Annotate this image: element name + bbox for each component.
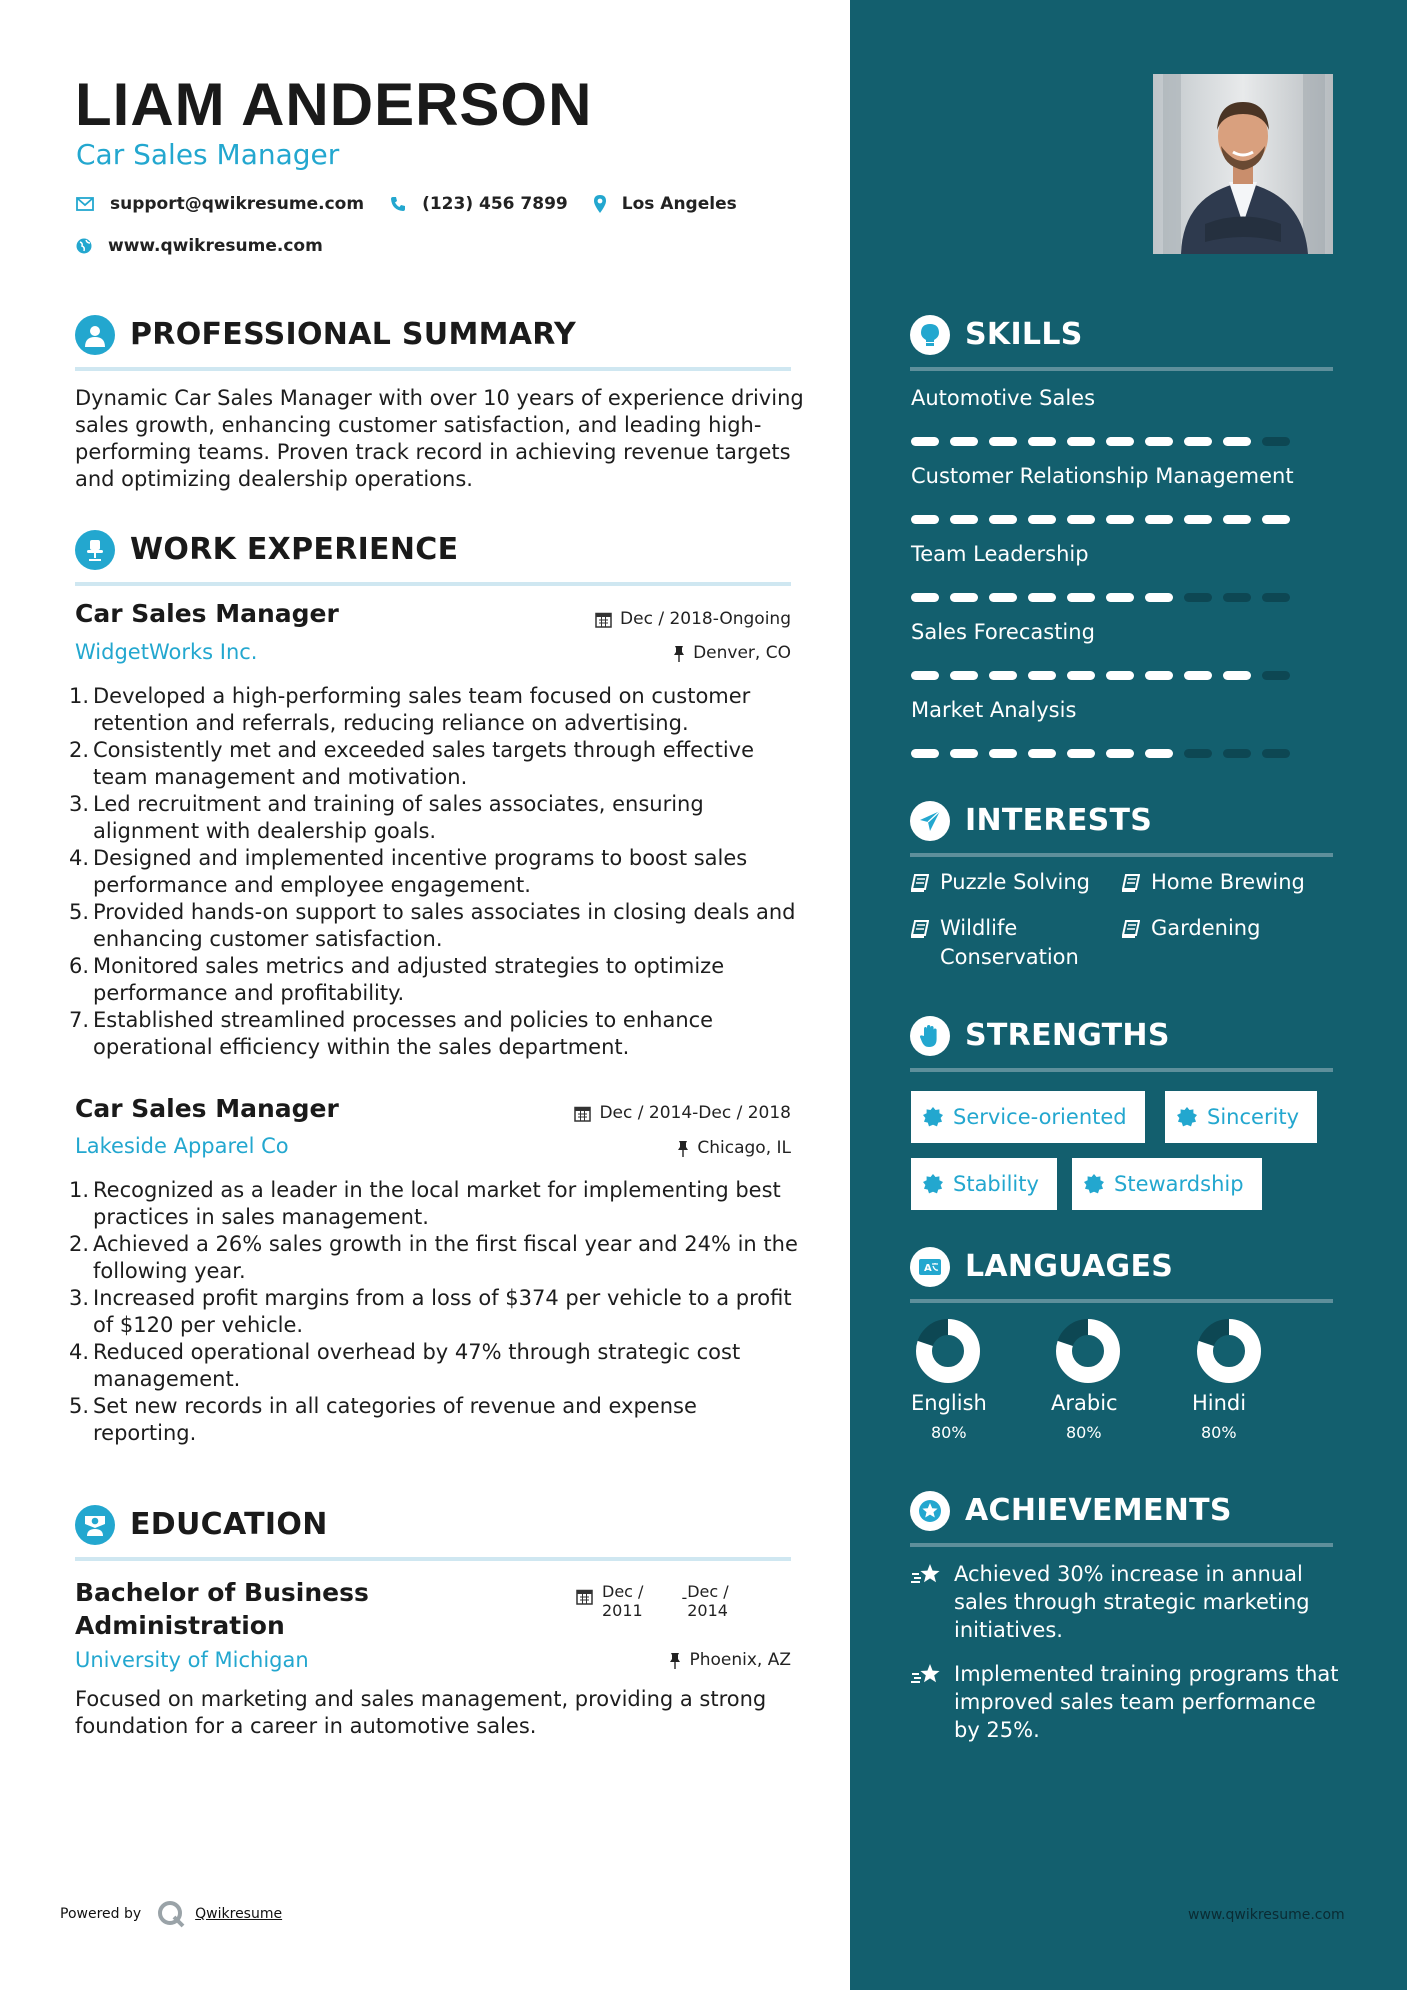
skill-dash-empty xyxy=(1262,437,1290,446)
strengths-section-header xyxy=(910,1016,1333,1072)
calendar-icon xyxy=(595,611,612,628)
skill-dash-filled xyxy=(1067,671,1095,680)
skill-dash-filled xyxy=(1028,515,1056,524)
user-icon xyxy=(75,315,115,355)
skill-dash-filled xyxy=(911,437,939,446)
skill-dash-filled xyxy=(1106,593,1134,602)
achievements-section-header xyxy=(910,1491,1333,1547)
strength-chip: Sincerity xyxy=(1165,1091,1317,1143)
phone-icon xyxy=(390,196,406,212)
experience-section-header xyxy=(75,530,791,586)
contact-row xyxy=(76,194,763,214)
skill-dash-filled xyxy=(950,671,978,680)
interests-title: INTERESTS xyxy=(965,803,1153,838)
list-item: 4. Reduced operational overhead by 47% through strategic cost management. xyxy=(68,1340,741,1391)
office-chair-icon xyxy=(75,530,115,570)
skill-dash-filled xyxy=(1106,671,1134,680)
start-date: Dec / 2011 xyxy=(602,1582,644,1620)
interest-item: Home Brewing xyxy=(1122,868,1305,897)
calendar-icon xyxy=(574,1105,591,1122)
raised-hand-icon xyxy=(910,1016,950,1056)
education-section-header xyxy=(75,1505,791,1561)
end-date: Dec / 2014 xyxy=(687,1582,729,1620)
job-dates: Dec / 2014-Dec / 2018 xyxy=(574,1103,791,1123)
list-item: 4. Designed and implemented incentive programs to boost sales performance and employee engagement. xyxy=(68,846,748,897)
badge-icon xyxy=(923,1174,943,1194)
qwikresume-logo-icon xyxy=(155,1898,187,1930)
skill-dash-filled xyxy=(1106,515,1134,524)
skill-dash-filled xyxy=(1028,593,1056,602)
skill-dash-filled xyxy=(911,593,939,602)
job-dates: Dec / 2018-Ongoing xyxy=(595,609,791,629)
lightbulb-icon xyxy=(910,315,950,355)
skill-dash-filled xyxy=(1184,515,1212,524)
badge-icon xyxy=(1084,1174,1104,1194)
skill-dash-filled xyxy=(1145,749,1173,758)
skill-dash-filled xyxy=(911,671,939,680)
contact-website[interactable] xyxy=(76,236,323,256)
skill-dash-filled xyxy=(989,593,1017,602)
translate-icon xyxy=(910,1247,950,1287)
achievement-item: Implemented training programs that improved sales team performance by 25%. xyxy=(910,1660,1340,1744)
skill-dash-filled xyxy=(950,749,978,758)
list-item: 1. Recognized as a leader in the local market for implementing best practices in sales management. xyxy=(68,1178,781,1229)
list-item: 1. Developed a high-performing sales team focused on customer retention and referrals, reducing reliance on advertising. xyxy=(68,684,751,735)
envelope-icon xyxy=(76,197,94,211)
book-icon xyxy=(911,874,929,892)
job-title: Car Sales Manager xyxy=(75,1094,339,1123)
pushpin-icon xyxy=(677,1140,689,1157)
date-separator: - xyxy=(681,1588,688,1607)
badge-icon xyxy=(923,1107,943,1127)
book-icon xyxy=(911,920,929,938)
job-location: Denver, CO xyxy=(673,643,791,663)
strength-chip: Stability xyxy=(911,1158,1057,1210)
language-donut xyxy=(1055,1318,1121,1384)
svg-text:A: A xyxy=(924,1263,932,1274)
skill-dash-filled xyxy=(989,437,1017,446)
location-text: Los Angeles xyxy=(621,194,737,214)
contact-location xyxy=(594,194,737,214)
skill-dash-empty xyxy=(1184,593,1212,602)
skill-dash-empty xyxy=(1262,749,1290,758)
shooting-star-icon xyxy=(910,1662,942,1688)
skill-dash-filled xyxy=(1067,593,1095,602)
skill-dash-empty xyxy=(1223,749,1251,758)
calendar-icon xyxy=(576,1588,593,1605)
list-item: 2. Consistently met and exceeded sales targets through effective team management and motivation. xyxy=(68,738,754,789)
interest-item: Puzzle Solving xyxy=(911,868,1090,897)
skill-dash-filled xyxy=(911,515,939,524)
skill-dash-filled xyxy=(1145,515,1173,524)
map-pin-icon xyxy=(594,195,606,213)
shooting-star-icon xyxy=(910,1562,942,1588)
globe-icon xyxy=(76,238,92,254)
skill-dash-empty xyxy=(1223,593,1251,602)
skill-dash-filled xyxy=(1067,437,1095,446)
skill-dash-filled xyxy=(1028,749,1056,758)
resume-page: LIAM ANDERSON Car Sales Manager support@qwikresume.com (123) 456 7899 Los Angeles www.qwikresume.com PROFESSIONAL SUMMARY Dynamic Car Sales Manager with over 10 years of experience driving sales growth, enhancing customer satisfaction, and leading high-performing teams. Proven track record in achieving revenue targets and optimizing dealership operations. WORK EXPERIENCE Car Sales Manager Dec / 2018-Ongoing WidgetWorks Inc. Denver, CO 1. Developed a high-performing sales team focused on customer retention and referrals, reducing reliance on advertising. 2. Consistently met and exceeded sales targets through effective team management and motivation. 3. Led recruitment and training of sales associates, ensuring alignment with dealership goals. 4. Designed and implemented incentive programs to boost sales performance and employee engagement. 5. Provided hands-on support to sales associates in closing deals and enhancing customer satisfaction. 6. Monitored sales metrics and adjusted strategies to optimize performance and profitability. 7. Established streamlined processes and policies to enhance operational efficiency within the sales department. Car Sales Manager Dec / 2014-Dec / 2018 Lakeside Apparel Co Chicago, IL 1. Recognized as a leader in the local market for implementing best practices in sales management. 2. Achieved a 26% sales growth in the first fiscal year and 24% in the following year. 3. Increased profit margins from a loss of $374 per vehicle to a profit of $120 per vehicle. 4. Reduced operational overhead by 47% through strategic cost management. 5. Set new records in all categories of revenue and expense reporting. EDUCATION Bachelor of Business Administration Dec / 2011 - Dec / 2014 University of Michigan Phoenix, AZ Focused on marketing and sales management, providing a strong foundation for a career in automotive sales. Powered by Qwikresume SKILLS Automotive Sales Customer Relationship Management Team Leadership Sales Forecasting Market Analysis INTERESTS Puzzle Solving Home Brewing Wildlife Conservation Gardening STRENGTHS Service-oriented Sincerity Stability Stewardship A LANGUAGES English 80% Arabic 80% Hindi 80% ACHIEVEMENTS Achieved 30% increase in annual sales through strategic marketing initiatives. Implemented training programs that improved sales team performance by 25%. www.qwikresume.com xyxy=(0,0,1407,1990)
skill-dash-filled xyxy=(1028,437,1056,446)
skill-dash-filled xyxy=(1067,515,1095,524)
email-text: support@qwikresume.com xyxy=(110,194,365,214)
skill-dash-filled xyxy=(1067,749,1095,758)
powered-by-label: Powered by xyxy=(60,1906,142,1922)
summary-title: PROFESSIONAL SUMMARY xyxy=(130,317,577,352)
book-icon xyxy=(1122,874,1140,892)
skill-level-bar xyxy=(911,437,1301,446)
skill-dash-filled xyxy=(989,749,1017,758)
skill-dash-empty xyxy=(1262,593,1290,602)
list-item: 5. Provided hands-on support to sales associates in closing deals and enhancing customer satisfaction. xyxy=(68,900,796,951)
degree-title: Bachelor of Business Administration xyxy=(75,1578,369,1640)
contact-row-website xyxy=(76,236,349,256)
skill-dash-filled xyxy=(1106,437,1134,446)
paper-plane-icon xyxy=(910,801,950,841)
graduate-icon xyxy=(75,1505,115,1545)
skill-dash-filled xyxy=(1262,515,1290,524)
phone-text: (123) 456 7899 xyxy=(422,194,568,214)
skill-dash-filled xyxy=(989,671,1017,680)
star-badge-icon xyxy=(910,1491,950,1531)
job-bullets xyxy=(66,683,806,1061)
interest-item: Wildlife Conservation xyxy=(911,914,1091,972)
job-location: Chicago, IL xyxy=(677,1138,791,1158)
powered-by xyxy=(60,1898,282,1930)
contact-email[interactable] xyxy=(76,194,364,214)
footer-website[interactable]: www.qwikresume.com xyxy=(1188,1907,1345,1923)
education-dates xyxy=(576,1582,729,1620)
candidate-role: Car Sales Manager xyxy=(76,138,340,171)
skill-dash-filled xyxy=(950,593,978,602)
website-text: www.qwikresume.com xyxy=(108,236,323,256)
strengths-title: STRENGTHS xyxy=(965,1018,1170,1053)
list-item: 5. Set new records in all categories of revenue and expense reporting. xyxy=(68,1394,697,1445)
book-icon xyxy=(1122,920,1140,938)
summary-section-header xyxy=(75,315,791,371)
list-item: 2. Achieved a 26% sales growth in the first fiscal year and 24% in the following year. xyxy=(68,1232,798,1283)
skill-level-bar xyxy=(911,671,1301,680)
profile-photo xyxy=(1153,74,1333,254)
skill-level-bar xyxy=(911,593,1301,602)
education-location: Phoenix, AZ xyxy=(669,1650,791,1670)
company-name: Lakeside Apparel Co xyxy=(75,1134,289,1158)
job-bullets xyxy=(66,1177,806,1447)
skill-dash-empty xyxy=(1184,749,1212,758)
skill-dash-filled xyxy=(950,515,978,524)
pushpin-icon xyxy=(669,1652,681,1669)
skill-dash-filled xyxy=(1184,671,1212,680)
skill-level-bar xyxy=(911,515,1301,524)
skill-name: Customer Relationship Management xyxy=(911,464,1294,488)
education-text: Focused on marketing and sales management, providing a strong foundation for a career in automotive sales. xyxy=(75,1687,767,1738)
skill-dash-filled xyxy=(1184,437,1212,446)
skill-dash-filled xyxy=(989,515,1017,524)
strength-chip: Stewardship xyxy=(1072,1158,1262,1210)
experience-title: WORK EXPERIENCE xyxy=(130,532,459,567)
candidate-name: LIAM ANDERSON xyxy=(75,71,593,138)
language-donut xyxy=(1196,1318,1262,1384)
skill-dash-filled xyxy=(1145,593,1173,602)
brand-link[interactable]: Qwikresume xyxy=(195,1906,283,1922)
skill-dash-filled xyxy=(1145,437,1173,446)
skill-name: Team Leadership xyxy=(911,542,1089,566)
list-item: 3. Increased profit margins from a loss of $374 per vehicle to a profit of $120 per vehicle. xyxy=(68,1286,792,1337)
skill-dash-filled xyxy=(911,749,939,758)
skill-dash-filled xyxy=(1106,749,1134,758)
achievement-item: Achieved 30% increase in annual sales through strategic marketing initiatives. xyxy=(910,1560,1340,1644)
skill-level-bar xyxy=(911,749,1301,758)
contact-phone[interactable] xyxy=(390,194,568,214)
interest-item: Gardening xyxy=(1122,914,1260,943)
summary-text: Dynamic Car Sales Manager with over 10 years of experience driving sales growth, enhancing customer satisfaction, and leading high-performing teams. Proven track record in achieving revenue targets and optimizing dealership operations. xyxy=(75,386,804,491)
skills-section-header xyxy=(910,315,1333,371)
skill-dash-filled xyxy=(1223,515,1251,524)
language-donut xyxy=(915,1318,981,1384)
interests-section-header xyxy=(910,801,1333,857)
list-item: 3. Led recruitment and training of sales associates, ensuring alignment with dealership goals. xyxy=(68,792,704,843)
list-item: 7. Established streamlined processes and policies to enhance operational efficiency within the sales department. xyxy=(68,1008,714,1059)
skill-dash-filled xyxy=(1028,671,1056,680)
job-title: Car Sales Manager xyxy=(75,599,339,628)
skill-dash-filled xyxy=(950,437,978,446)
languages-section-header xyxy=(910,1247,1333,1303)
education-title: EDUCATION xyxy=(130,1507,328,1542)
skill-name: Sales Forecasting xyxy=(911,620,1095,644)
skill-dash-filled xyxy=(1223,671,1251,680)
skill-name: Market Analysis xyxy=(911,698,1077,722)
skill-dash-filled xyxy=(1223,437,1251,446)
achievements-title: ACHIEVEMENTS xyxy=(965,1493,1232,1528)
skill-dash-filled xyxy=(1145,671,1173,680)
badge-icon xyxy=(1177,1107,1197,1127)
company-name: WidgetWorks Inc. xyxy=(75,640,258,664)
languages-title: LANGUAGES xyxy=(965,1249,1174,1284)
strength-chip: Service-oriented xyxy=(911,1091,1145,1143)
school-name: University of Michigan xyxy=(75,1648,309,1672)
list-item: 6. Monitored sales metrics and adjusted strategies to optimize performance and profitability. xyxy=(68,954,725,1005)
pushpin-icon xyxy=(673,645,685,662)
skill-dash-empty xyxy=(1262,671,1290,680)
skill-name: Automotive Sales xyxy=(911,386,1096,410)
skills-title: SKILLS xyxy=(965,317,1083,352)
